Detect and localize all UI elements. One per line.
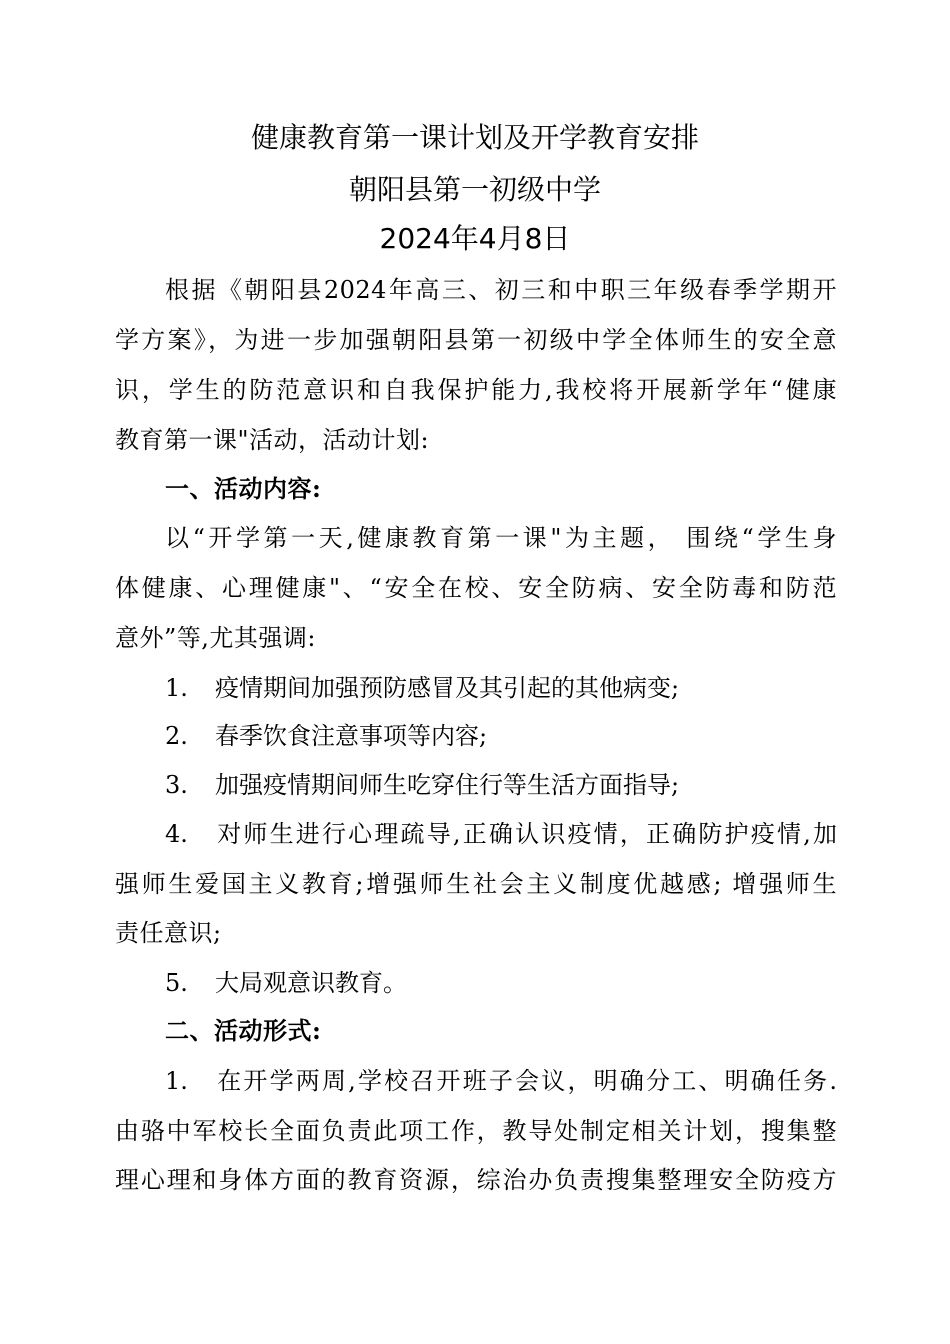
intro-line: 识，学生的防范意识和自我保护能力,我校将开展新学年“健康 bbox=[115, 376, 837, 404]
list-item-number: 5. bbox=[165, 969, 188, 997]
list-item-continuation: 由骆中军校长全面负责此项工作，教导处制定相关计划，搜集整 bbox=[115, 1117, 837, 1145]
list-item bbox=[165, 814, 837, 854]
list-item bbox=[165, 716, 487, 756]
list-item-number: 1. bbox=[165, 1067, 188, 1095]
section-text-line: 体健康、心理健康"、“安全在校、安全防病、安全防毒和防范 bbox=[115, 574, 837, 602]
organization-name: 朝阳县第一初级中学 bbox=[348, 173, 601, 206]
list-item bbox=[165, 963, 407, 1003]
intro-line: 教育第一课"活动，活动计划: bbox=[115, 426, 430, 454]
list-item-number: 3. bbox=[165, 771, 188, 799]
list-item-text: 大局观意识教育。 bbox=[215, 969, 407, 997]
section-text-line: 意外”等,尤其强调: bbox=[115, 624, 316, 652]
list-item-continuation: 责任意识; bbox=[115, 919, 222, 947]
list-item bbox=[165, 765, 679, 805]
list-item-number: 1. bbox=[165, 674, 188, 702]
list-item bbox=[165, 668, 679, 708]
list-item-text: 在开学两周,学校召开班子会议，明确分工、明确任务. bbox=[215, 1067, 837, 1095]
list-item-text: 对师生进行心理疏导,正确认识疫情，正确防护疫情,加 bbox=[215, 820, 837, 848]
list-item-continuation: 强师生爱国主义教育;增强师生社会主义制度优越感; 增强师生 bbox=[115, 870, 837, 898]
list-item-text: 加强疫情期间师生吃穿住行等生活方面指导; bbox=[215, 771, 680, 799]
section-heading-content: 一、活动内容: bbox=[165, 474, 322, 503]
list-item-number: 4. bbox=[165, 820, 188, 848]
list-item-text: 疫情期间加强预防感冒及其引起的其他病变; bbox=[215, 674, 680, 702]
list-item-continuation: 理心理和身体方面的教育资源，综治办负责搜集整理安全防疫方 bbox=[115, 1166, 837, 1194]
document-title: 健康教育第一课计划及开学教育安排 bbox=[250, 121, 699, 154]
section-text-line: 以“开学第一天,健康教育第一课"为主题， 围绕“学生身 bbox=[165, 524, 837, 552]
list-item-number: 2. bbox=[165, 722, 188, 750]
intro-line: 根据《朝阳县2024年高三、初三和中职三年级春季学期开 bbox=[165, 276, 837, 304]
list-item bbox=[165, 1061, 837, 1101]
section-heading-form: 二、活动形式: bbox=[165, 1016, 322, 1045]
document-date: 2024年4月8日 bbox=[379, 222, 571, 255]
list-item-text: 春季饮食注意事项等内容; bbox=[215, 722, 488, 750]
intro-line: 学方案》，为进一步加强朝阳县第一初级中学全体师生的安全意 bbox=[115, 326, 837, 354]
